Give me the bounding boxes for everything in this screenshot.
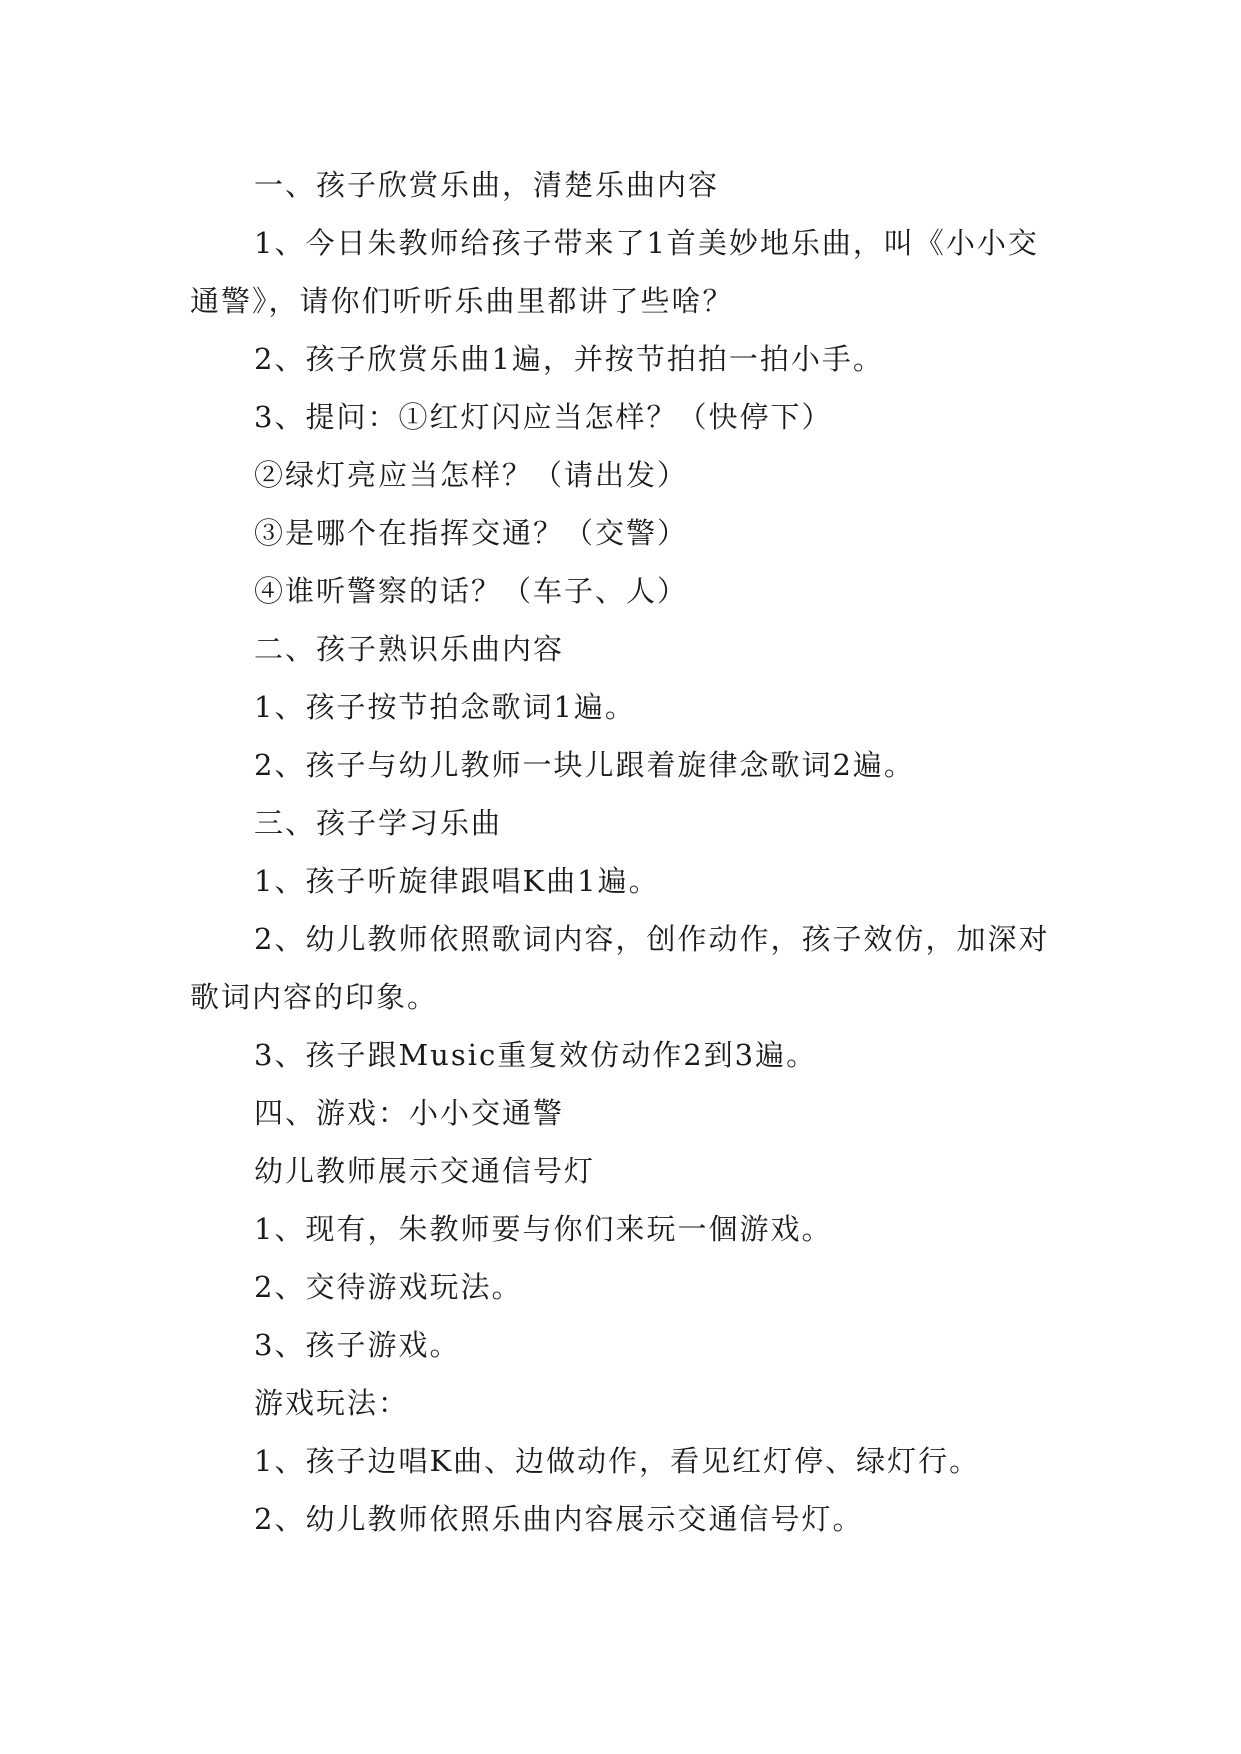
paragraph: ③是哪个在指挥交通？（交警） bbox=[254, 516, 689, 550]
paragraph: 2、孩子与幼儿教师一块儿跟着旋律念歌词2遍。 bbox=[254, 748, 915, 782]
paragraph: 1、孩子听旋律跟唱K曲1遍。 bbox=[254, 864, 660, 898]
paragraph: 2、交待游戏玩法。 bbox=[254, 1270, 523, 1304]
paragraph: 1、现有，朱教师要与你们来玩一個游戏。 bbox=[254, 1212, 833, 1246]
paragraph: 1、孩子边唱K曲、边做动作，看见红灯停、绿灯行。 bbox=[254, 1444, 981, 1478]
paragraph: 3、孩子跟Music重复效仿动作2到3遍。 bbox=[254, 1038, 818, 1072]
paragraph: 1、今日朱教师给孩子带来了1首美妙地乐曲，叫《小小交通警》，请你们听听乐曲里都讲了些啥？ bbox=[190, 226, 1039, 318]
paragraph: 2、孩子欣赏乐曲1遍，并按节拍拍一拍小手。 bbox=[254, 342, 884, 376]
document-body bbox=[190, 156, 1050, 1548]
section-heading-1: 一、孩子欣赏乐曲，清楚乐曲内容 bbox=[254, 168, 720, 202]
paragraph: ②绿灯亮应当怎样？（请出发） bbox=[254, 458, 689, 492]
section-heading-4: 四、游戏：小小交通警 bbox=[254, 1096, 565, 1130]
paragraph: 2、幼儿教师依照歌词内容，创作动作，孩子效仿，加深对歌词内容的印象。 bbox=[190, 922, 1050, 1014]
paragraph: 3、孩子游戏。 bbox=[254, 1328, 461, 1362]
paragraph: 2、幼儿教师依照乐曲内容展示交通信号灯。 bbox=[254, 1502, 864, 1536]
paragraph: 幼儿教师展示交通信号灯 bbox=[254, 1154, 596, 1188]
paragraph: 1、孩子按节拍念歌词1遍。 bbox=[254, 690, 636, 724]
section-heading-3: 三、孩子学习乐曲 bbox=[254, 806, 503, 840]
paragraph: ④谁听警察的话？（车子、人） bbox=[254, 574, 689, 608]
paragraph: 3、提问：①红灯闪应当怎样？（快停下） bbox=[254, 400, 833, 434]
section-heading-2: 二、孩子熟识乐曲内容 bbox=[254, 632, 565, 666]
paragraph: 游戏玩法： bbox=[254, 1386, 410, 1420]
